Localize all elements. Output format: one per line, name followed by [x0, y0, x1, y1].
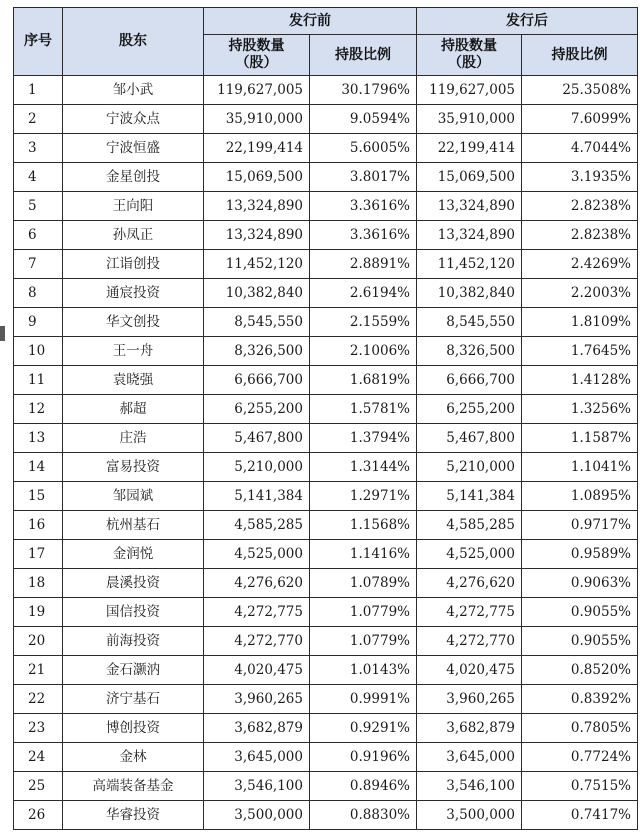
shares-after: 8,545,550	[417, 308, 522, 337]
table-row	[14, 308, 638, 337]
shareholder-name: 江诣创投	[63, 250, 204, 279]
shareholder-name: 富易投资	[63, 453, 204, 482]
shares-before: 4,272,770	[204, 627, 310, 656]
ratio-before: 1.2971%	[310, 482, 417, 511]
table-row	[14, 569, 638, 598]
ratio-after: 0.7417%	[522, 801, 638, 830]
ratio-before: 0.9991%	[310, 685, 417, 714]
shares-before: 8,326,500	[204, 337, 310, 366]
shareholder-name: 华文创投	[63, 308, 204, 337]
table-row	[14, 163, 638, 192]
shareholder-table	[13, 7, 638, 830]
shares-before: 4,020,475	[204, 656, 310, 685]
header-qty-label: 持股数量	[228, 38, 285, 54]
shareholder-name: 袁晓强	[63, 366, 204, 395]
table-row	[14, 279, 638, 308]
header-holder: 股东	[63, 8, 204, 76]
shares-after: 6,666,700	[417, 366, 522, 395]
shares-before: 35,910,000	[204, 105, 310, 134]
ratio-after: 0.8520%	[522, 656, 638, 685]
ratio-before: 2.8891%	[310, 250, 417, 279]
table-row	[14, 134, 638, 163]
shares-after: 4,585,285	[417, 511, 522, 540]
header-ratio-before: 持股比例	[310, 35, 417, 76]
shares-after: 15,069,500	[417, 163, 522, 192]
shares-before: 10,382,840	[204, 279, 310, 308]
row-index: 2	[14, 105, 63, 134]
row-index: 8	[14, 279, 63, 308]
ratio-after: 1.1041%	[522, 453, 638, 482]
table-row	[14, 105, 638, 134]
table-row	[14, 656, 638, 685]
header-after-issue: 发行后	[417, 8, 638, 35]
ratio-after: 0.7805%	[522, 714, 638, 743]
table-row	[14, 395, 638, 424]
row-index: 14	[14, 453, 63, 482]
ratio-before: 3.3616%	[310, 192, 417, 221]
shareholder-name: 郝超	[63, 395, 204, 424]
shareholder-name: 华睿投资	[63, 801, 204, 830]
table-row	[14, 250, 638, 279]
shares-after: 119,627,005	[417, 76, 522, 105]
ratio-after: 1.8109%	[522, 308, 638, 337]
ratio-after: 2.2003%	[522, 279, 638, 308]
shares-before: 22,199,414	[204, 134, 310, 163]
ratio-after: 2.4269%	[522, 250, 638, 279]
shareholder-name: 孙凤正	[63, 221, 204, 250]
row-index: 6	[14, 221, 63, 250]
ratio-before: 2.1559%	[310, 308, 417, 337]
shares-before: 3,546,100	[204, 772, 310, 801]
shareholder-name: 王一舟	[63, 337, 204, 366]
shares-before: 4,525,000	[204, 540, 310, 569]
ratio-before: 1.5781%	[310, 395, 417, 424]
shareholder-name: 通宸投资	[63, 279, 204, 308]
shares-before: 15,069,500	[204, 163, 310, 192]
shares-after: 13,324,890	[417, 192, 522, 221]
ratio-before: 3.3616%	[310, 221, 417, 250]
shareholder-name: 宁波众点	[63, 105, 204, 134]
header-before-issue: 发行前	[204, 8, 417, 35]
shareholder-name: 高端装备基金	[63, 772, 204, 801]
shareholder-name: 庄浩	[63, 424, 204, 453]
shares-after: 3,500,000	[417, 801, 522, 830]
ratio-after: 3.1935%	[522, 163, 638, 192]
shareholder-name: 前海投资	[63, 627, 204, 656]
ratio-after: 0.8392%	[522, 685, 638, 714]
ratio-after: 25.3508%	[522, 76, 638, 105]
page-edge-marker	[0, 326, 5, 341]
header-qty-label: 持股数量	[441, 38, 497, 54]
header-qty-unit: （股）	[448, 55, 490, 71]
row-index: 19	[14, 598, 63, 627]
row-index: 9	[14, 308, 63, 337]
shareholder-name: 邹小武	[63, 76, 204, 105]
ratio-after: 0.7515%	[522, 772, 638, 801]
table-row	[14, 511, 638, 540]
shares-before: 3,682,879	[204, 714, 310, 743]
row-index: 5	[14, 192, 63, 221]
shares-after: 4,020,475	[417, 656, 522, 685]
shares-after: 13,324,890	[417, 221, 522, 250]
shares-before: 3,500,000	[204, 801, 310, 830]
shareholder-name: 金林	[63, 743, 204, 772]
table-body	[14, 76, 638, 830]
shares-after: 8,326,500	[417, 337, 522, 366]
shares-before: 13,324,890	[204, 192, 310, 221]
ratio-before: 1.6819%	[310, 366, 417, 395]
shareholder-name: 晨溪投资	[63, 569, 204, 598]
shareholder-name: 国信投资	[63, 598, 204, 627]
ratio-after: 0.9055%	[522, 627, 638, 656]
shares-after: 22,199,414	[417, 134, 522, 163]
table-header	[14, 8, 638, 76]
ratio-before: 1.0779%	[310, 598, 417, 627]
ratio-after: 2.8238%	[522, 192, 638, 221]
row-index: 1	[14, 76, 63, 105]
shares-before: 8,545,550	[204, 308, 310, 337]
ratio-after: 1.3256%	[522, 395, 638, 424]
ratio-after: 1.4128%	[522, 366, 638, 395]
table-row	[14, 366, 638, 395]
row-index: 10	[14, 337, 63, 366]
ratio-before: 2.1006%	[310, 337, 417, 366]
shares-before: 5,467,800	[204, 424, 310, 453]
ratio-before: 0.8830%	[310, 801, 417, 830]
row-index: 13	[14, 424, 63, 453]
table-row	[14, 192, 638, 221]
header-index: 序号	[14, 8, 63, 76]
row-index: 24	[14, 743, 63, 772]
shares-before: 6,255,200	[204, 395, 310, 424]
shares-after: 3,682,879	[417, 714, 522, 743]
shareholder-name: 博创投资	[63, 714, 204, 743]
shares-before: 13,324,890	[204, 221, 310, 250]
row-index: 25	[14, 772, 63, 801]
ratio-after: 2.8238%	[522, 221, 638, 250]
shares-after: 4,272,775	[417, 598, 522, 627]
shares-after: 3,546,100	[417, 772, 522, 801]
ratio-before: 1.0779%	[310, 627, 417, 656]
row-index: 7	[14, 250, 63, 279]
shareholder-name: 金石灏汭	[63, 656, 204, 685]
ratio-after: 0.9063%	[522, 569, 638, 598]
shares-after: 5,467,800	[417, 424, 522, 453]
ratio-before: 1.1416%	[310, 540, 417, 569]
shares-after: 3,645,000	[417, 743, 522, 772]
row-index: 21	[14, 656, 63, 685]
row-index: 3	[14, 134, 63, 163]
row-index: 16	[14, 511, 63, 540]
ratio-after: 7.6099%	[522, 105, 638, 134]
ratio-before: 0.9196%	[310, 743, 417, 772]
shareholder-name: 王向阳	[63, 192, 204, 221]
shares-before: 11,452,120	[204, 250, 310, 279]
header-qty-unit: （股）	[235, 55, 278, 71]
shares-after: 10,382,840	[417, 279, 522, 308]
row-index: 23	[14, 714, 63, 743]
shares-after: 4,525,000	[417, 540, 522, 569]
row-index: 4	[14, 163, 63, 192]
ratio-before: 1.3144%	[310, 453, 417, 482]
ratio-before: 1.0143%	[310, 656, 417, 685]
shares-after: 5,141,384	[417, 482, 522, 511]
header-ratio-after: 持股比例	[522, 35, 638, 76]
shares-before: 3,960,265	[204, 685, 310, 714]
ratio-before: 0.9291%	[310, 714, 417, 743]
row-index: 22	[14, 685, 63, 714]
ratio-after: 0.9589%	[522, 540, 638, 569]
shares-before: 6,666,700	[204, 366, 310, 395]
header-qty-before	[204, 35, 310, 76]
row-index: 12	[14, 395, 63, 424]
table-row	[14, 772, 638, 801]
row-index: 17	[14, 540, 63, 569]
ratio-after: 1.1587%	[522, 424, 638, 453]
shareholder-name: 宁波恒盛	[63, 134, 204, 163]
table-row	[14, 685, 638, 714]
ratio-before: 2.6194%	[310, 279, 417, 308]
table-row	[14, 482, 638, 511]
ratio-before: 0.8946%	[310, 772, 417, 801]
table-row	[14, 453, 638, 482]
ratio-before: 3.8017%	[310, 163, 417, 192]
shares-after: 11,452,120	[417, 250, 522, 279]
shares-before: 5,141,384	[204, 482, 310, 511]
table-row	[14, 743, 638, 772]
shares-before: 4,272,775	[204, 598, 310, 627]
ratio-after: 1.0895%	[522, 482, 638, 511]
row-index: 20	[14, 627, 63, 656]
table-row	[14, 714, 638, 743]
ratio-after: 0.9717%	[522, 511, 638, 540]
shares-after: 5,210,000	[417, 453, 522, 482]
shares-before: 4,585,285	[204, 511, 310, 540]
table-row	[14, 540, 638, 569]
shareholder-name: 金星创投	[63, 163, 204, 192]
shareholder-name: 杭州基石	[63, 511, 204, 540]
shares-after: 3,960,265	[417, 685, 522, 714]
shares-after: 6,255,200	[417, 395, 522, 424]
shares-after: 4,276,620	[417, 569, 522, 598]
ratio-before: 1.0789%	[310, 569, 417, 598]
shares-after: 35,910,000	[417, 105, 522, 134]
table-row	[14, 221, 638, 250]
shares-before: 3,645,000	[204, 743, 310, 772]
row-index: 26	[14, 801, 63, 830]
shares-before: 5,210,000	[204, 453, 310, 482]
row-index: 11	[14, 366, 63, 395]
ratio-before: 1.3794%	[310, 424, 417, 453]
shareholder-name: 济宁基石	[63, 685, 204, 714]
table-row	[14, 627, 638, 656]
shares-before: 119,627,005	[204, 76, 310, 105]
ratio-after: 4.7044%	[522, 134, 638, 163]
ratio-before: 9.0594%	[310, 105, 417, 134]
shares-after: 4,272,770	[417, 627, 522, 656]
row-index: 18	[14, 569, 63, 598]
row-index: 15	[14, 482, 63, 511]
ratio-after: 1.7645%	[522, 337, 638, 366]
header-qty-after	[417, 35, 522, 76]
table-row	[14, 76, 638, 105]
ratio-after: 0.7724%	[522, 743, 638, 772]
ratio-after: 0.9055%	[522, 598, 638, 627]
shareholder-name: 邹园斌	[63, 482, 204, 511]
table-row	[14, 424, 638, 453]
ratio-before: 1.1568%	[310, 511, 417, 540]
ratio-before: 5.6005%	[310, 134, 417, 163]
table-row	[14, 337, 638, 366]
table-row	[14, 801, 638, 830]
shares-before: 4,276,620	[204, 569, 310, 598]
ratio-before: 30.1796%	[310, 76, 417, 105]
shareholder-name: 金润悦	[63, 540, 204, 569]
table-row	[14, 598, 638, 627]
